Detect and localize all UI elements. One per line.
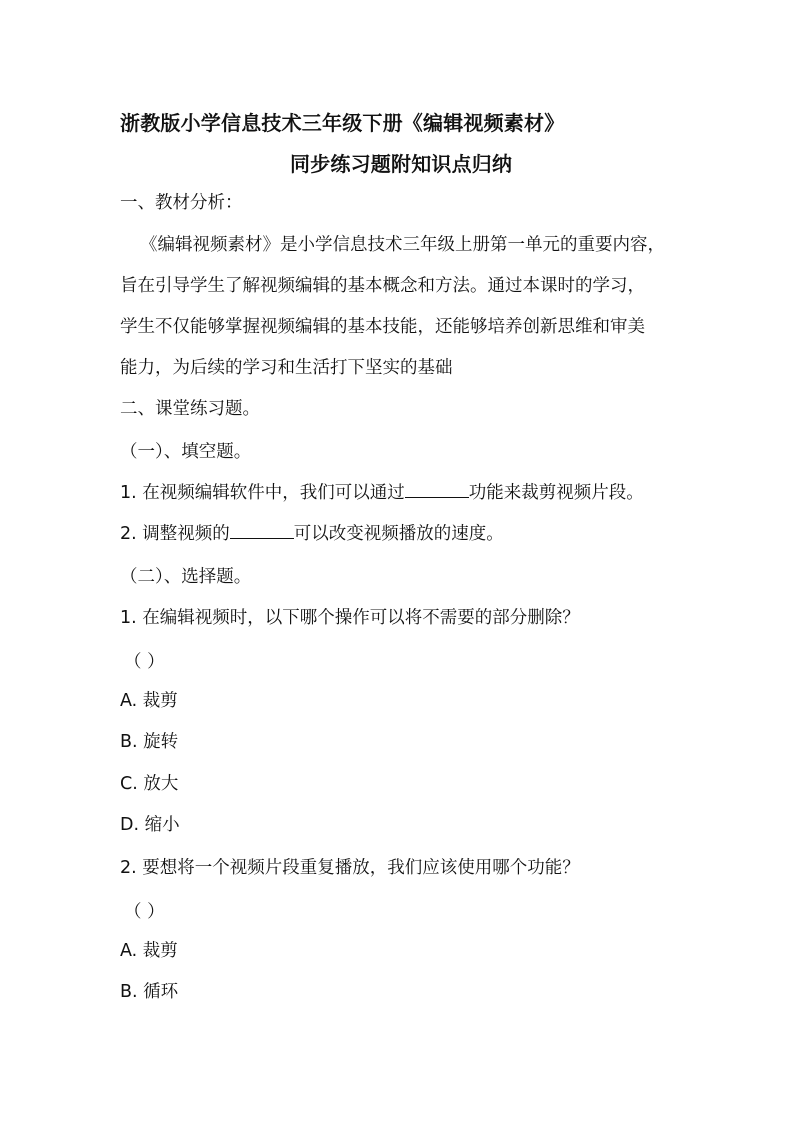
fill-question-1-text-after: 功能来裁剪视频片段。 — [468, 483, 644, 503]
choice-question-1: 1. 在编辑视频时，以下哪个操作可以将不需要的部分删除？ — [120, 608, 580, 628]
choice-option: B. 循环 — [120, 982, 179, 1002]
choice-option: A. 裁剪 — [120, 941, 178, 961]
section-heading-exercises: 二、课堂练习题。 — [120, 399, 260, 419]
answer-blank — [230, 524, 294, 539]
analysis-line: 旨在引导学生了解视频编辑的基本概念和方法。通过本课时的学习， — [120, 276, 645, 296]
choice-option: B. 旋转 — [120, 732, 179, 752]
fill-question-2-text-before: 2. 调整视频的 — [120, 524, 230, 544]
analysis-line: 《编辑视频素材》是小学信息技术三年级上册第一单元的重要内容， — [140, 235, 665, 255]
answer-parentheses: （ ） — [124, 902, 165, 922]
fill-in-heading: （一）、填空题。 — [120, 442, 252, 462]
document-title: 浙教版小学信息技术三年级下册《编辑视频素材》 — [120, 111, 565, 135]
choice-option: A. 裁剪 — [120, 691, 178, 711]
choice-question-2: 2. 要想将一个视频片段重复播放，我们应该使用哪个功能？ — [120, 858, 580, 878]
document-subtitle: 同步练习题附知识点归纳 — [290, 152, 513, 176]
choice-option: C. 放大 — [120, 774, 179, 794]
answer-parentheses: （ ） — [124, 652, 165, 672]
fill-question-2 — [120, 522, 504, 546]
fill-question-2-text-after: 可以改变视频播放的速度。 — [293, 524, 504, 544]
answer-blank — [405, 483, 469, 498]
fill-question-1 — [120, 481, 644, 505]
analysis-line: 学生不仅能够掌握视频编辑的基本技能，还能够培养创新思维和审美 — [120, 317, 645, 337]
fill-question-1-text-before: 1. 在视频编辑软件中，我们可以通过 — [120, 483, 405, 503]
choice-option: D. 缩小 — [120, 815, 180, 835]
multiple-choice-heading: （二）、选择题。 — [120, 567, 252, 587]
analysis-line: 能力，为后续的学习和生活打下坚实的基础 — [120, 358, 453, 378]
section-heading-analysis: 一、教材分析： — [120, 193, 243, 213]
